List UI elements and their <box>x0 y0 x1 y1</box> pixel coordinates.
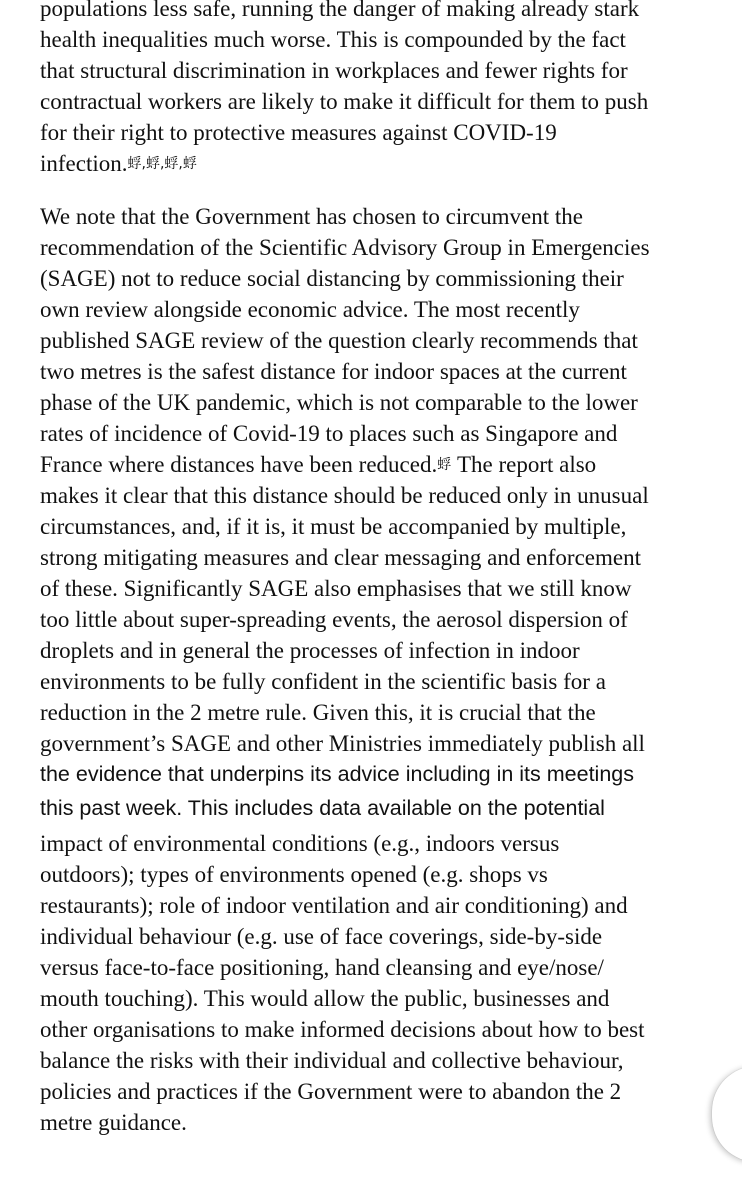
text-segment: France where distances have been reduced. <box>40 452 438 477</box>
text-line: health inequalities much worse. This is compounded by the fact <box>40 27 626 52</box>
text-line: contractual workers are likely to make it difficult for them to push <box>40 89 649 114</box>
text-line: strong mitigating measures and clear messaging and enforcement <box>40 545 641 570</box>
text-line: rates of incidence of Covid-19 to places such as Singapore and <box>40 421 618 446</box>
text-line-with-footnotes <box>40 148 740 179</box>
text-line: restaurants); role of indoor ventilation and air conditioning) and <box>40 893 628 918</box>
text-line: impact of environmental conditions (e.g., indoors versus <box>40 831 560 856</box>
text-line: published SAGE review of the question clearly recommends that <box>40 328 638 353</box>
text-line: outdoors); types of environments opened (e.g. shops vs <box>40 862 548 887</box>
text-line: recommendation of the Scientific Advisory Group in Emergencies <box>40 235 650 260</box>
text-line: too little about super-spreading events, the aerosol dispersion of <box>40 607 628 632</box>
footnote-mark: 蜉 <box>437 457 452 473</box>
text-line: two metres is the safest distance for indoor spaces at the current <box>40 359 627 384</box>
text-line: environments to be fully confident in the scientific basis for a <box>40 669 606 694</box>
text-line: droplets and in general the processes of infection in indoor <box>40 638 580 663</box>
text-line: mouth touching). This would allow the public, businesses and <box>40 986 610 1011</box>
text-line: for their right to protective measures against COVID-19 <box>40 120 557 145</box>
text-line: government’s SAGE and other Ministries immediately publish all <box>40 731 645 756</box>
text-line: policies and practices if the Government were to abandon the 2 <box>40 1079 622 1104</box>
text-line-with-footnote <box>40 449 740 480</box>
text-line: We note that the Government has chosen to circumvent the <box>40 204 583 229</box>
text-line: individual behaviour (e.g. use of face coverings, side-by-side <box>40 924 603 949</box>
text-line: own review alongside economic advice. The most recently <box>40 297 580 322</box>
text-line: other organisations to make informed decisions about how to best <box>40 1017 645 1042</box>
text-segment: This includes data available on the potential <box>182 796 605 820</box>
text-line: (SAGE) not to reduce social distancing by commissioning their <box>40 266 624 291</box>
text-line: balance the risks with their individual and collective behaviour, <box>40 1048 624 1073</box>
text-line: reduction in the 2 metre rule. Given this, it is crucial that the <box>40 700 596 725</box>
text-line: populations less safe, running the danger of making already stark <box>40 0 640 21</box>
text-line: that structural discrimination in workplaces and fewer rights for <box>40 58 628 83</box>
text-line: metre guidance. <box>40 1110 187 1135</box>
text-line: of these. Significantly SAGE also emphasises that we still know <box>40 576 632 601</box>
text-line: the evidence that underpins its advice including in its meetings <box>40 762 634 786</box>
text-segment: this past week. <box>40 796 183 820</box>
text-segment: The report also <box>451 452 597 477</box>
text-line: circumstances, and, if it is, it must be accompanied by multiple, <box>40 514 627 539</box>
text-line-mixed <box>40 793 740 824</box>
paragraph-sage-review <box>40 201 740 1138</box>
paragraph-health-inequalities <box>40 0 740 179</box>
text-segment: infection. <box>40 151 128 176</box>
text-line: versus face-to-face positioning, hand cleansing and eye/nose/ <box>40 955 604 980</box>
text-line: phase of the UK pandemic, which is not comparable to the lower <box>40 390 638 415</box>
text-line: makes it clear that this distance should be reduced only in unusual <box>40 483 649 508</box>
footnote-marks: 蜉,蜉,蜉,蜉 <box>127 156 197 172</box>
